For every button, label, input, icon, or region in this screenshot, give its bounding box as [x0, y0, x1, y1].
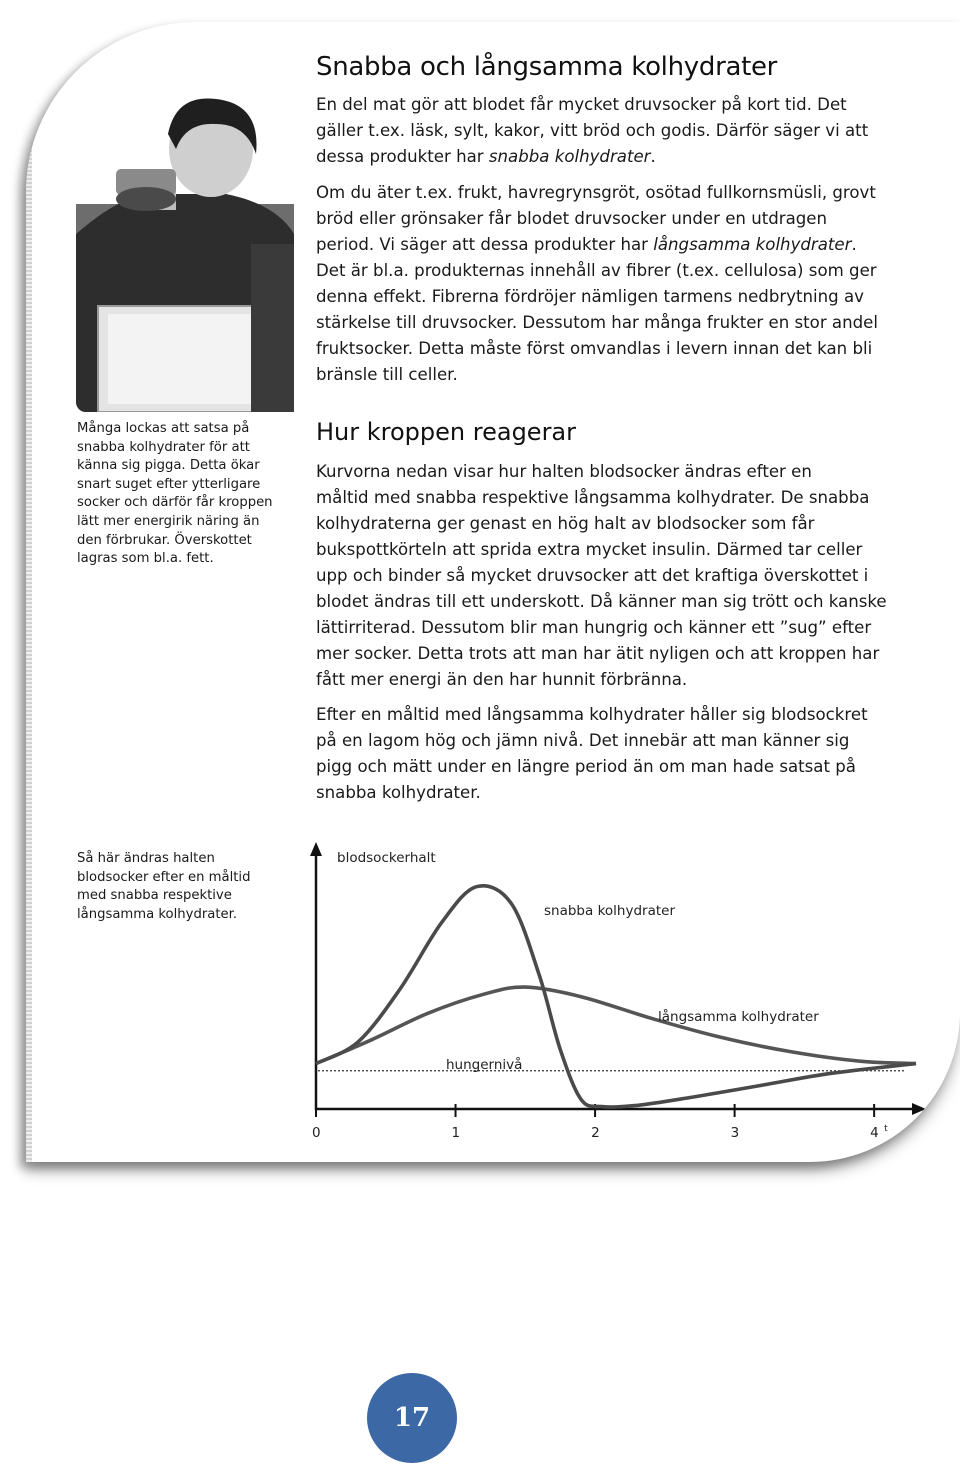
scan-edge [26, 142, 32, 1162]
paragraph-intro: En del mat gör att blodet får mycket druvsocker på kort tid. Det gäller t.ex. läsk, sylt, kakor, vitt bröd och godis. Därför säger vi att dessa produkter har snabba kolhydrater. [316, 95, 869, 166]
page-number: 17 [393, 1403, 431, 1433]
x-tick-label-0: 0 [312, 1125, 321, 1141]
x-tick-label-4: 4 [870, 1125, 879, 1141]
paragraph-mattid: Efter en måltid med långsamma kolhydrater håller sig blodsockret på en lagom hög och jämn nivå. Det innebär att man känner sig pigg och mätt under en längre period än om man hade satsat på snabba kolhydrater. [316, 705, 868, 802]
y-axis-label: blodsockerhalt [337, 850, 436, 866]
x-axis-arrow [912, 1103, 926, 1115]
y-axis-arrow [310, 842, 322, 856]
hunger-level-label: hungernivå [446, 1057, 523, 1073]
x-axis-label: t [884, 1124, 888, 1134]
caption-photo: Många lockas att satsa på snabba kolhydrater för att känna sig pigga. Detta ökar snart suget efter ytterligare socker och därför får kroppen lätt mer energirik näring än den förbrukar. Överskottet lagras som bl.a. fett. [77, 421, 273, 567]
page-sheet [26, 22, 960, 1162]
series-langsamma-line [316, 987, 916, 1064]
blood-sugar-chart [296, 840, 936, 1150]
x-tick-label-2: 2 [591, 1125, 600, 1141]
heading-hur-kroppen: Hur kroppen reagerar [316, 418, 577, 446]
x-tick-label-1: 1 [451, 1125, 461, 1141]
page-number-badge [367, 1373, 457, 1463]
series-snabba-label: snabba kolhydrater [544, 903, 675, 919]
paragraph-kroppen: Kurvorna nedan visar hur halten blodsocker ändras efter en måltid med snabba respektive långsamma kolhydrater. De snabba kolhydraterna ger genast en hög halt av blodsocker som får bukspottkörteln att sprida extra mycket insulin. Därmed tar celler upp och binder så mycket druvsocker att det kraftiga överskottet i blodet ändras till ett underskott. Då känner man sig trött och kanske lättirriterad. Dessutom blir man hungrig och känner ett ”sug” efter mer socker. Detta trots att man har ätit nyligen och att kroppen har fått mer energi än den har hunnit förbränna. [316, 462, 887, 689]
x-tick-label-3: 3 [730, 1125, 740, 1141]
caption-chart: Så här ändras halten blodsocker efter en måltid med snabba respektive långsamma kolhydrater. [77, 851, 251, 922]
series-langsamma-label: långsamma kolhydrater [658, 1009, 819, 1025]
heading-snabba-langsamma: Snabba och långsamma kolhydrater [316, 52, 778, 82]
paragraph-langsamma: Om du äter t.ex. frukt, havregrynsgröt, osötad fullkornsmüsli, grovt bröd eller grönsaker får blodet druvsocker under en utdragen period. Vi säger att dessa produkter har långsamma kolhydrater. Det är bl.a. produkternas innehåll av fibrer (t.ex. cellulosa) som ger denna effekt. Fibrerna fördröjer nämligen tarmens nedbrytning av stärkelse till druvsocker. Dessutom har många frukter en stor andel fruktsocker. Detta måste först omvandlas i levern innan det kan bli bränsle till celler. [316, 183, 878, 384]
photo-boy-drinking [76, 94, 294, 412]
